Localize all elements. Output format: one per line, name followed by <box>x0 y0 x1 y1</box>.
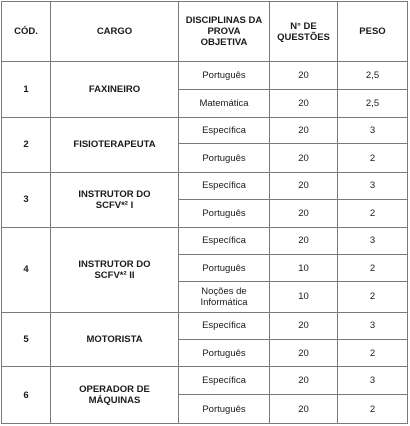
disciplina-cell: Português <box>179 62 270 90</box>
cod-cell: 2 <box>2 117 51 173</box>
questoes-cell: 20 <box>270 395 338 424</box>
questoes-cell: 10 <box>270 255 338 282</box>
header-disciplinas-line2: PROVA <box>207 26 241 37</box>
cod-cell: 6 <box>2 367 51 424</box>
header-disciplinas-line3: OBJETIVA <box>200 37 248 48</box>
peso-cell: 2 <box>338 199 408 227</box>
exam-table <box>1 1 408 424</box>
questoes-cell: 20 <box>270 199 338 227</box>
table-row <box>2 173 408 200</box>
cargo-line1: OPERADOR DE <box>79 384 150 396</box>
peso-cell: 3 <box>338 227 408 255</box>
peso-cell: 2,5 <box>338 62 408 90</box>
questoes-cell: 20 <box>270 89 338 117</box>
table-row <box>2 62 408 90</box>
questoes-cell: 20 <box>270 339 338 367</box>
cargo-cell <box>51 117 179 173</box>
peso-cell: 3 <box>338 117 408 144</box>
cargo-line2: SCFV*² I <box>95 199 134 211</box>
disciplina-cell: Português <box>179 199 270 227</box>
header-cargo-label: CARGO <box>96 26 133 37</box>
header-cod <box>2 2 51 62</box>
header-questoes-line1: N° DE <box>290 20 317 32</box>
cargo-line1: INSTRUTOR DO <box>78 188 151 200</box>
peso-cell: 2 <box>338 255 408 282</box>
disciplina-cell: Específica <box>179 367 270 395</box>
disciplina-cell: Português <box>179 144 270 173</box>
questoes-cell: 20 <box>270 117 338 144</box>
header-questoes-line2: QUESTÕES <box>277 31 330 43</box>
peso-cell: 2 <box>338 339 408 367</box>
cargo-cell <box>51 312 179 367</box>
questoes-cell: 20 <box>270 367 338 395</box>
disciplina-cell: Específica <box>179 312 270 339</box>
cargo-line1: INSTRUTOR DO <box>78 258 151 270</box>
table-row <box>2 227 408 255</box>
cargo-line1: MOTORISTA <box>86 334 143 346</box>
header-peso <box>338 2 408 62</box>
peso-cell: 3 <box>338 367 408 395</box>
disciplina-line1: Noções de <box>201 285 247 297</box>
questoes-cell: 10 <box>270 282 338 313</box>
disciplina-cell: Específica <box>179 173 270 200</box>
peso-cell: 2 <box>338 144 408 173</box>
disciplina-cell: Específica <box>179 227 270 255</box>
questoes-cell: 20 <box>270 62 338 90</box>
disciplina-cell: Português <box>179 395 270 424</box>
header-disciplinas-line1: DISCIPLINAS DA <box>185 15 263 26</box>
questoes-cell: 20 <box>270 173 338 200</box>
peso-cell: 2 <box>338 282 408 313</box>
peso-cell: 3 <box>338 173 408 200</box>
header-peso-label: PESO <box>359 26 386 37</box>
cod-cell: 4 <box>2 227 51 312</box>
cargo-line2: MÁQUINAS <box>88 395 141 407</box>
cargo-line1: FAXINEIRO <box>88 83 141 95</box>
table-row <box>2 117 408 144</box>
header-disciplinas <box>179 2 270 62</box>
cargo-line1: FISIOTERAPEUTA <box>73 139 156 151</box>
disciplina-cell: Português <box>179 339 270 367</box>
disciplina-line2: Informática <box>200 296 248 308</box>
header-cod-label: CÓD. <box>14 26 38 37</box>
table-row <box>2 312 408 339</box>
table-row <box>2 367 408 395</box>
cargo-line2: SCFV*² II <box>94 269 135 281</box>
cargo-cell <box>51 173 179 228</box>
peso-cell: 3 <box>338 312 408 339</box>
cod-cell: 5 <box>2 312 51 367</box>
cargo-cell <box>51 227 179 312</box>
questoes-cell: 20 <box>270 144 338 173</box>
cargo-cell <box>51 62 179 118</box>
header-row <box>2 2 408 62</box>
cod-cell: 1 <box>2 62 51 118</box>
peso-cell: 2,5 <box>338 89 408 117</box>
header-questoes <box>270 2 338 62</box>
questoes-cell: 20 <box>270 312 338 339</box>
disciplina-cell: Português <box>179 255 270 282</box>
cod-cell: 3 <box>2 173 51 228</box>
disciplina-cell <box>179 282 270 313</box>
header-cargo <box>51 2 179 62</box>
disciplina-cell: Matemática <box>179 89 270 117</box>
peso-cell: 2 <box>338 395 408 424</box>
disciplina-cell: Específica <box>179 117 270 144</box>
questoes-cell: 20 <box>270 227 338 255</box>
cargo-cell <box>51 367 179 424</box>
